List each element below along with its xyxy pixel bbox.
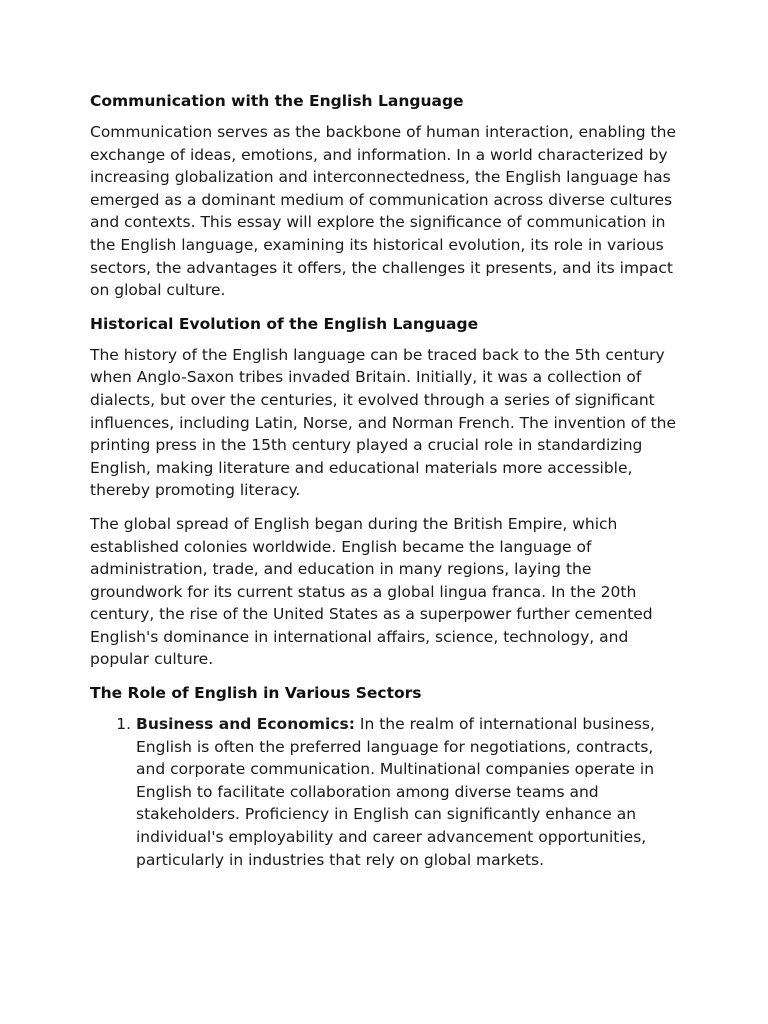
list-item bbox=[136, 713, 686, 871]
section-heading-communication: Communication with the English Language bbox=[90, 92, 464, 110]
list-item-term: Business and Economics: bbox=[136, 715, 355, 734]
paragraph-history-origins: The history of the English language can be traced back to the 5th century when Anglo-Saxon tribes invaded Britain. Initially, it was a collection of dialects, but over the centuries, it evolved through a series of significant influences, including Latin, Norse, and Norman French. The invention of the printing press in the 15th century played a crucial role in standardizing English, making literature and educational materials more accessible, thereby promoting literacy. bbox=[90, 345, 677, 500]
document-page bbox=[90, 90, 686, 871]
section-heading-historical-evolution: Historical Evolution of the English Language bbox=[90, 314, 479, 333]
paragraph-history-global-spread: The global spread of English began during the British Empire, which established colonies worldwide. English became the language of administration, trade, and education in many regions, laying the groundwork for its current status as a global lingua franca. In the 20th century, the rise of the United States as a superpower further cemented English's dominance in international affairs, science, technology, and popular culture. bbox=[90, 514, 653, 669]
section-heading-role-in-sectors: The Role of English in Various Sectors bbox=[90, 684, 422, 703]
list-item-text: In the realm of international business, English is often the preferred language for negotiations, contracts, and corporate communication. Multinational companies operate in English to facilitate collaboration among diverse teams and stakeholders. Proficiency in English can significantly enhance an individual's employability and career advancement opportunities, particularly in industries that rely on global markets. bbox=[136, 715, 655, 869]
sectors-list bbox=[90, 713, 686, 871]
paragraph-intro: Communication serves as the backbone of human interaction, enabling the exchange of ideas, emotions, and information. In a world characterized by increasing globalization and interconnectedness, the English language has emerged as a dominant medium of communication across diverse cultures and contexts. This essay will explore the significance of communication in the English language, examining its historical evolution, its role in various sectors, the advantages it offers, the challenges it presents, and its impact on global culture. bbox=[90, 123, 676, 300]
